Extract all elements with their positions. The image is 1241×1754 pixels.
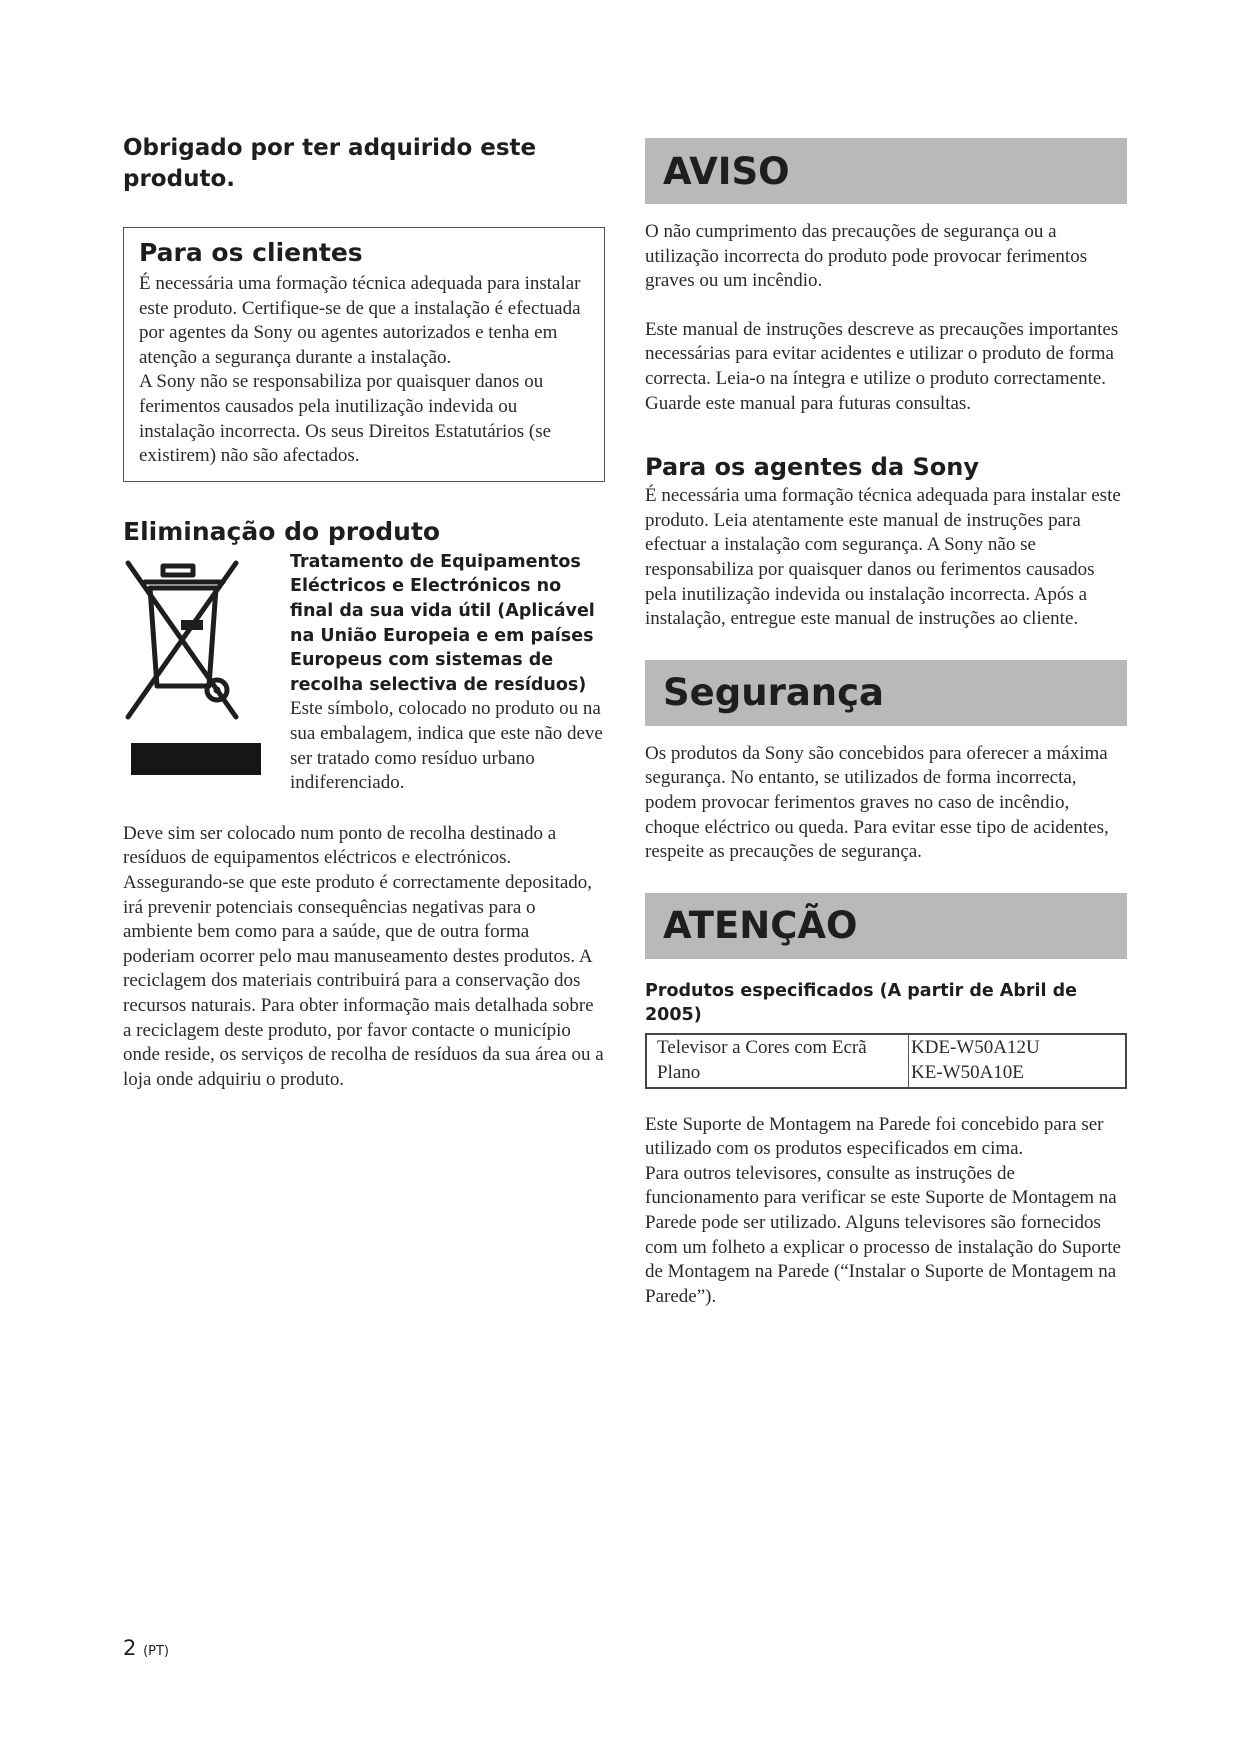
disposal-symbol-block [123, 550, 605, 822]
clients-paragraph-1: É necessária uma formação técnica adequada para instalar este produto. Certifique-se de que a instalação é efectuada por agentes da Sony ou agentes autorizados e tenha em atenção a segurança durante a instalação. [139, 273, 581, 368]
seguranca-paragraph: Os produtos da Sony são concebidos para oferecer a máxima segurança. No entanto, se utilizados de forma incorrecta, podem provocar ferimentos graves no caso de incêndio, choque eléctrico ou queda. Para evitar esse tipo de acidentes, respeite as precauções de segurança. [645, 742, 1109, 863]
disposal-heading: Eliminação do produto [123, 516, 441, 546]
products-table-model-cell [909, 1035, 1125, 1087]
left-column [123, 133, 605, 1092]
products-table [645, 1033, 1127, 1089]
right-column [645, 138, 1127, 1309]
aviso-paragraph-1: O não cumprimento das precauções de segurança ou a utilização incorrecta do produto pode provocar ferimentos graves ou um incêndio. [645, 221, 1088, 292]
weee-intro: Este símbolo, colocado no produto ou na sua embalagem, indica que este não deve ser tratado como resíduo urbano indiferenciado. [290, 698, 603, 794]
clients-box [123, 227, 605, 482]
disposal-body: Deve sim ser colocado num ponto de recolha destinado a resíduos de equipamentos eléctricos e electrónicos. Assegurando-se que este produto é correctamente depositado, irá prevenir potenciais consequências negativas para o ambiente bem como para a saúde, que de outra forma poderiam ocorrer pelo mau manuseamento destes produtos. A reciclagem dos materiais contribuirá para a conservação dos recursos naturais. Para obter informação mais detalhada sobre a reciclagem deste produto, por favor contacte o município onde reside, os serviços de recolha de resíduos da sua área ou a loja onde adquiriu o produto. [123, 822, 604, 1090]
page-footer [123, 1636, 169, 1660]
weee-heading: Tratamento de Equipamentos Eléctricos e Electrónicos no final da sua vida útil (Aplicável na União Europeia e em países Europeus com sistemas de recolha selectiva de resíduos) [290, 551, 595, 695]
seguranca-banner: Segurança [645, 660, 1127, 726]
agents-heading: Para os agentes da Sony [645, 453, 980, 482]
agents-paragraph: É necessária uma formação técnica adequada para instalar este produto. Leia atentamente este manual de instruções para efectuar a instalação com segurança. A Sony não se responsabiliza por quaisquer danos ou ferimentos causados pela inutilização indevida ou instalação incorrecta. Após a instalação, entregue este manual de instruções ao cliente. [645, 485, 1121, 630]
clients-heading: Para os clientes [139, 238, 363, 267]
atencao-paragraph-2: Para outros televisores, consulte as instruções de funcionamento para verificar se este Suporte de Montagem na Parede pode ser utilizado. Alguns televisores são fornecidos com um folheto a explicar o processo de instalação do Suporte de Montagem na Parede (“Instalar o Suporte de Montagem na Parede”). [645, 1162, 1121, 1307]
aviso-banner: AVISO [645, 138, 1127, 204]
disposal-side-text [290, 550, 610, 796]
products-table-type-cell [647, 1035, 909, 1087]
page-language: (PT) [143, 1644, 169, 1659]
page-number: 2 [123, 1636, 137, 1660]
atencao-paragraph-1: Este Suporte de Montagem na Parede foi concebido para ser utilizado com os produtos especificados em cima. [645, 1113, 1104, 1160]
product-model-2: KE-W50A10E [911, 1061, 1024, 1083]
products-heading: Produtos especificados (A partir de Abril de 2005) [645, 980, 1077, 1025]
atencao-banner: ATENÇÃO [645, 893, 1127, 959]
thanks-heading: Obrigado por ter adquirido este produto. [123, 135, 537, 192]
aviso-paragraph-2: Este manual de instruções descreve as precauções importantes necessárias para evitar acidentes e utilizar o produto de forma correcta. Leia-o na íntegra e utilize o produto correctamente. Guarde este manual para futuras consultas. [645, 318, 1119, 414]
product-type-line-2: Plano [657, 1061, 701, 1083]
product-type-line-1: Televisor a Cores com Ecrã [657, 1036, 867, 1058]
crossed-out-bin-icon [123, 558, 241, 722]
black-bar-mark [131, 743, 261, 775]
product-model-1: KDE-W50A12U [911, 1036, 1040, 1058]
clients-paragraph-2: A Sony não se responsabiliza por quaisquer danos ou ferimentos causados pela inutilização indevida ou instalação incorrecta. Os seus Direitos Estatutários (se existirem) não são afectados. [139, 371, 552, 467]
